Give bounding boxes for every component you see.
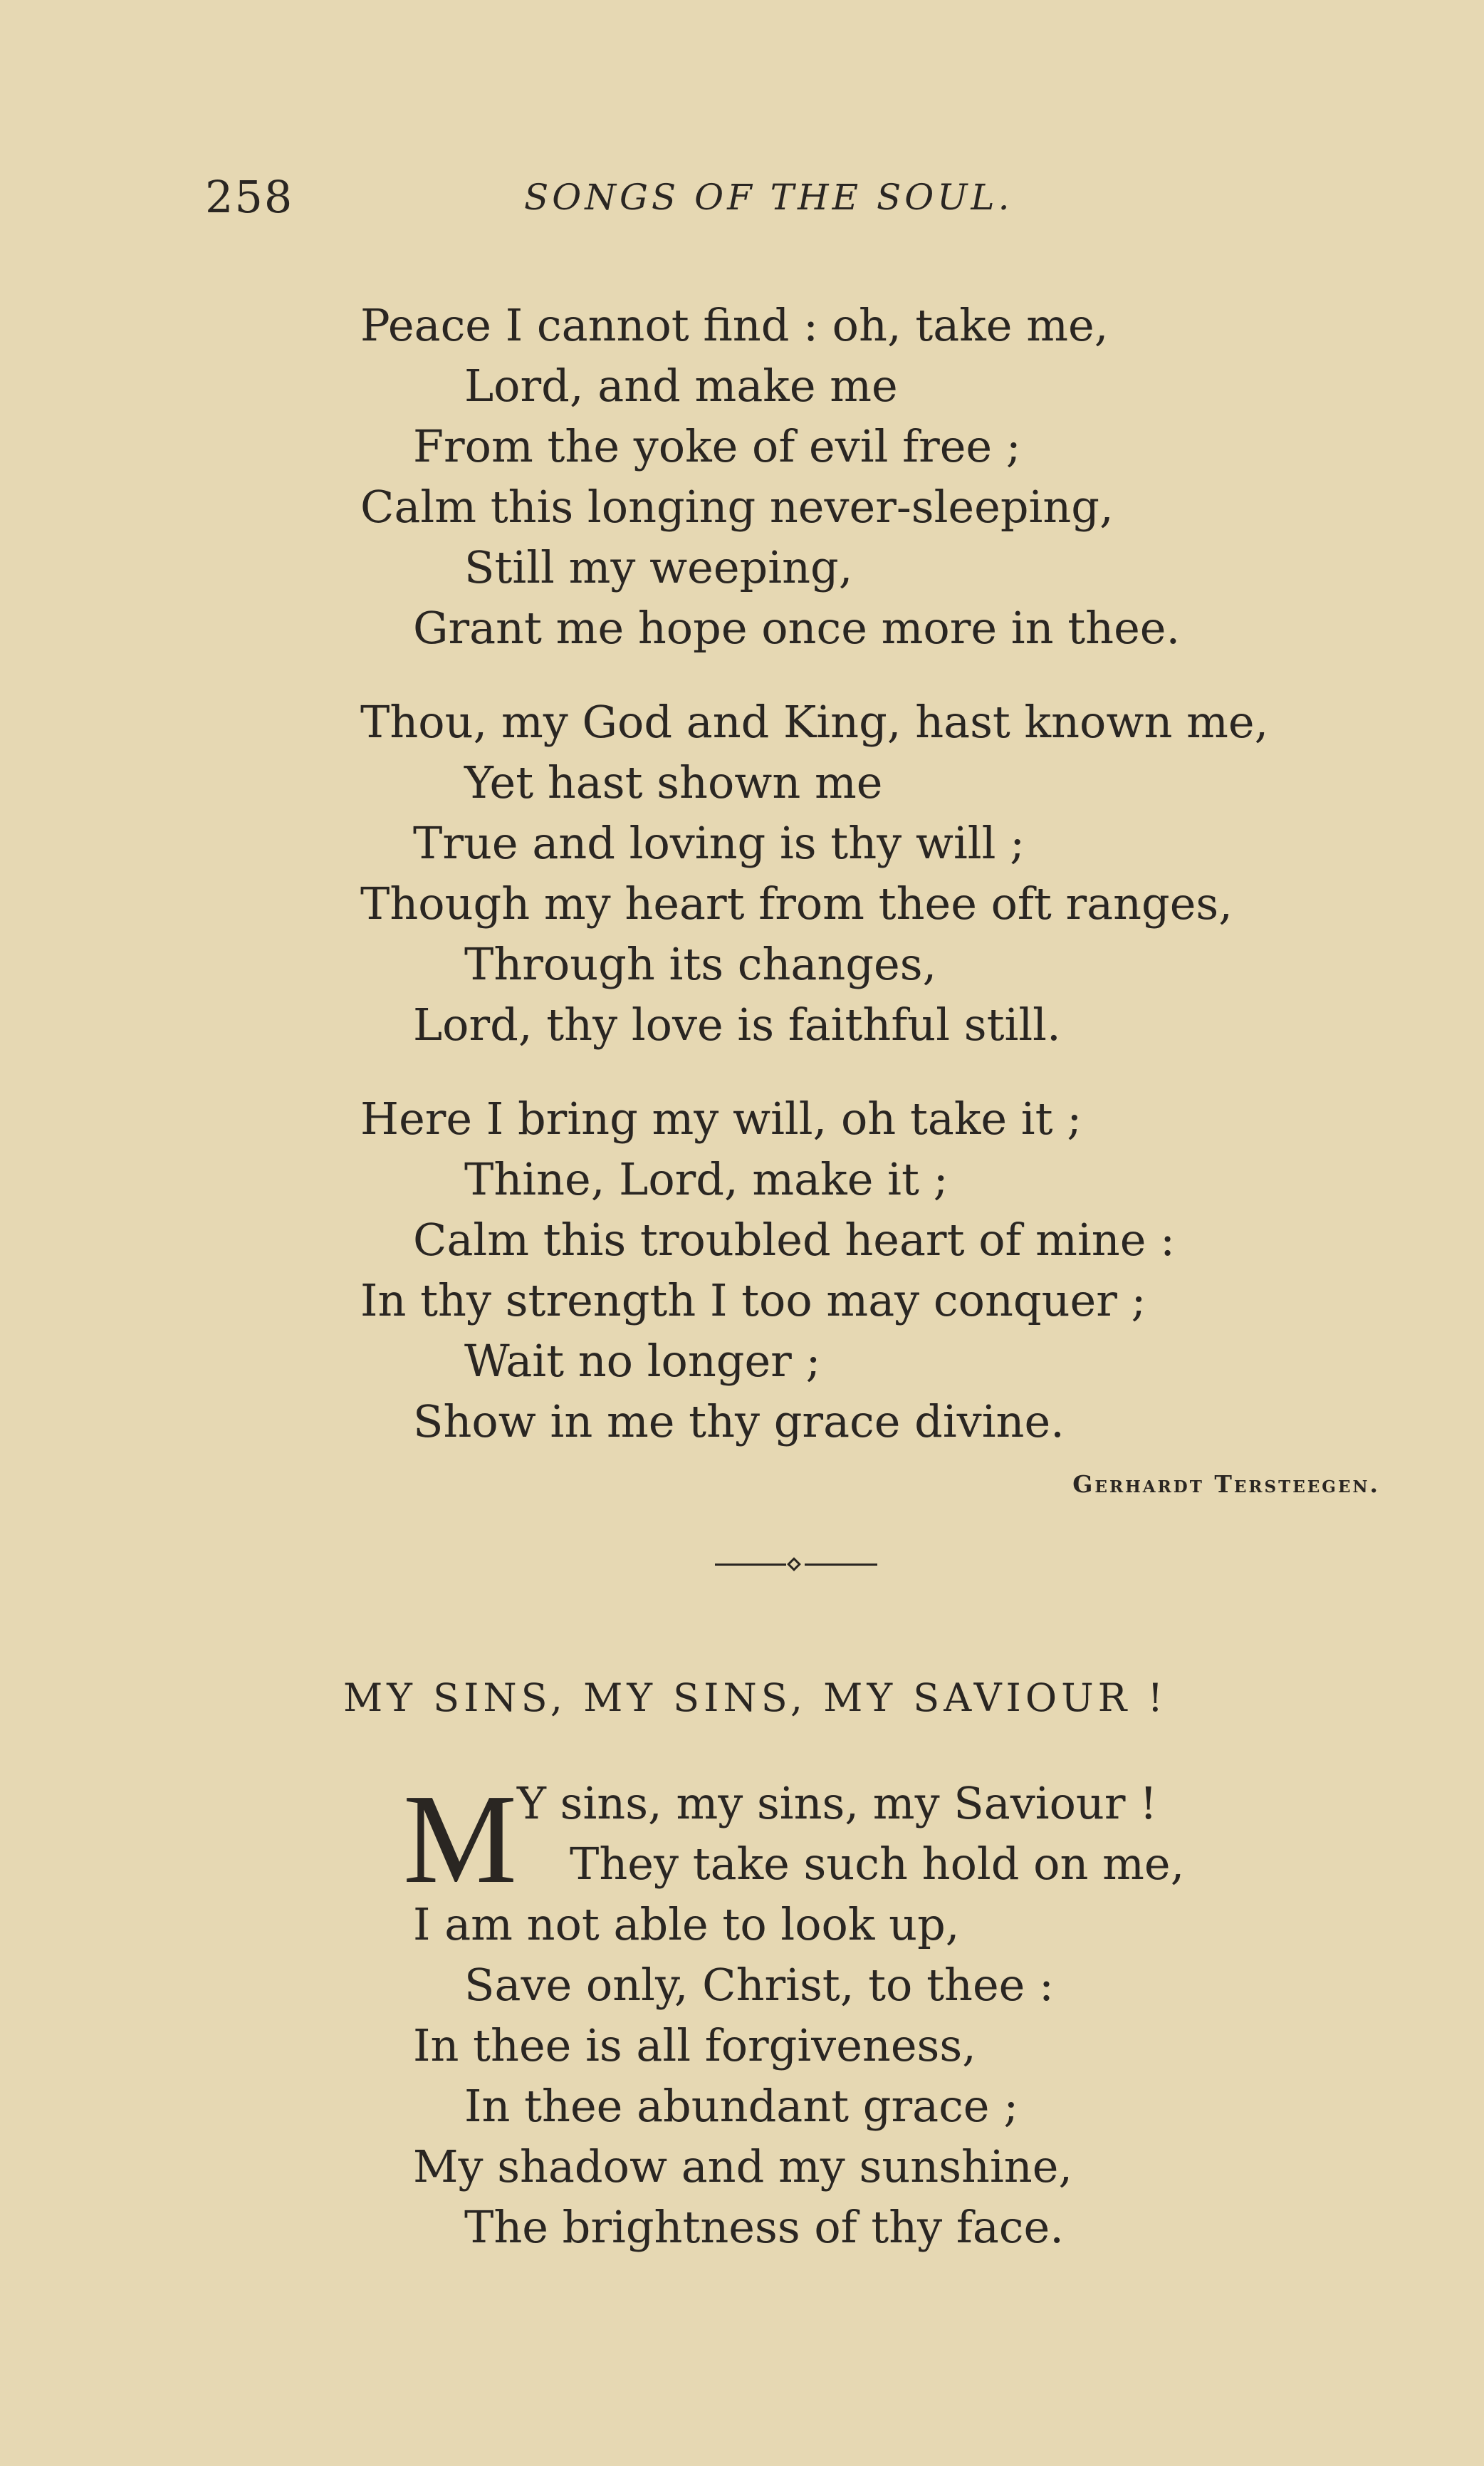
poem-line: Still my weeping, xyxy=(464,541,853,593)
drop-cap: M xyxy=(403,1768,518,1910)
poem-line: From the yoke of evil free ; xyxy=(413,420,1021,472)
poem-line: Grant me hope once more in thee. xyxy=(413,602,1181,654)
page-header xyxy=(0,171,1484,235)
poem-line: The brightness of thy face. xyxy=(464,2201,1064,2253)
poem-line: Save only, Christ, to thee : xyxy=(464,1959,1054,2011)
poem-line: Though my heart from thee oft ranges, xyxy=(360,878,1233,930)
poem-line: Thou, my God and King, hast known me, xyxy=(360,696,1269,748)
poem-line: Lord, and make me xyxy=(464,360,898,412)
poem-line: Lord, thy love is faithful still. xyxy=(413,999,1061,1051)
page-number: 258 xyxy=(205,171,294,223)
poem-line: They take such hold on me, xyxy=(570,1838,1185,1890)
poem-line: True and loving is thy will ; xyxy=(413,817,1025,869)
running-title: SONGS OF THE SOUL. xyxy=(524,177,1013,218)
poem-line: Y sins, my sins, my Saviour ! xyxy=(517,1777,1158,1829)
poem-line: Through its changes, xyxy=(464,938,937,990)
poem-line: In thy strength I too may conquer ; xyxy=(360,1274,1146,1326)
poem-line: In thee is all forgiveness, xyxy=(413,2019,976,2071)
poem-line: In thee abundant grace ; xyxy=(464,2080,1019,2132)
poem-line: Show in me thy grace divine. xyxy=(413,1395,1065,1447)
section-divider xyxy=(715,1557,877,1571)
poem-line: Calm this longing never-sleeping, xyxy=(360,481,1114,533)
poem-line: Here I bring my will, oh take it ; xyxy=(360,1093,1082,1145)
poem-line: Wait no longer ; xyxy=(464,1335,821,1387)
poem-line: My shadow and my sunshine, xyxy=(413,2140,1073,2192)
poem-title: MY SINS, MY SINS, MY SAVIOUR ! xyxy=(343,1675,1168,1720)
poem-line: I am not able to look up, xyxy=(413,1898,960,1950)
author-attribution: Gerhardt Tersteegen. xyxy=(1072,1470,1380,1498)
poem-line: Thine, Lord, make it ; xyxy=(464,1153,949,1205)
poem-line: Yet hast shown me xyxy=(464,756,883,808)
diamond-ornament-icon xyxy=(787,1557,801,1571)
poem-line: Calm this troubled heart of mine : xyxy=(413,1214,1176,1266)
poem-line: Peace I cannot find : oh, take me, xyxy=(360,299,1109,351)
